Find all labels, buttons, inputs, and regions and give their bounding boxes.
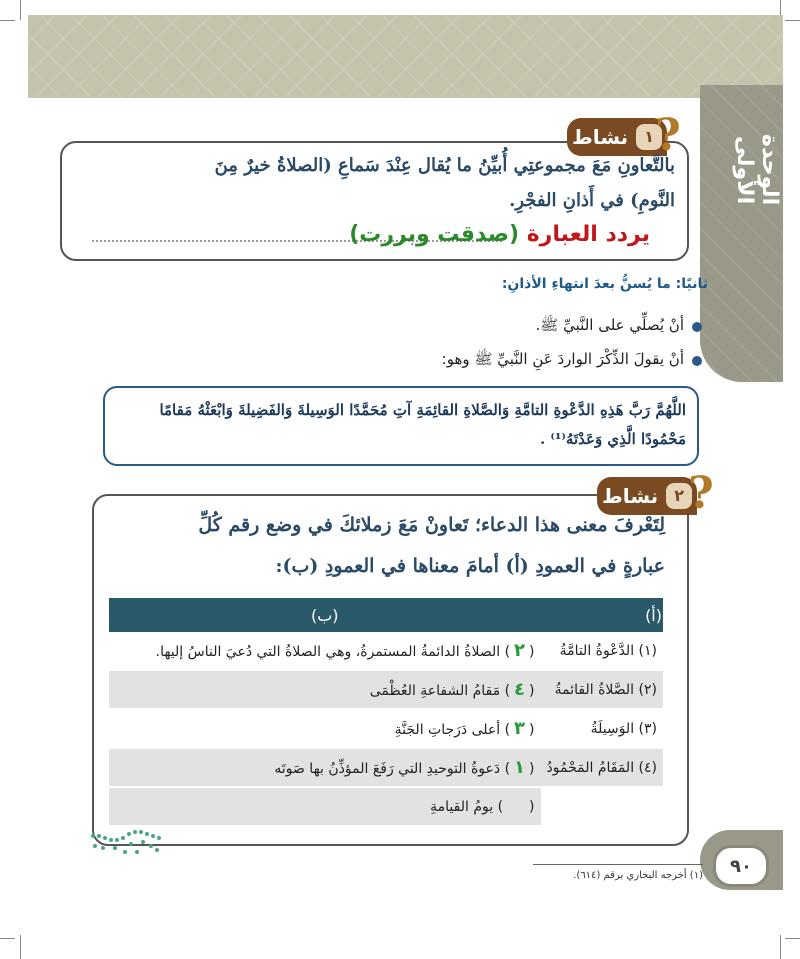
crop-mark [0,20,15,21]
answer-text [240,222,650,247]
activity-2-text-line1: لِتَعْرفَ معنى هذا الدعاء؛ تَعاونْ مَعَ زملائكَ في وضع رقم كُلِّ [198,514,665,536]
ministry-logo-icon [85,826,165,862]
table-row [109,787,663,826]
table-row [109,748,663,787]
footnote-rule [533,864,703,865]
activity-2-label: نشاط [602,484,659,508]
activity-1-tab [567,118,667,156]
table-row [109,709,663,748]
meaning-text: مَقامُ الشفاعةِ العُظْمَى [369,683,501,699]
footnote: (١) أخرجه البخاري برقم (٦١٤). [573,870,703,881]
answer-number[interactable]: ٣ [514,718,526,739]
column-header-b: (ب) [109,598,541,632]
meaning-text: دَعوةُ التوحيدِ التي رَفَعَ المؤذِّنُ بها صَوتَه [274,761,501,777]
activity-2-tab [597,477,697,515]
crop-mark [0,938,15,939]
term-cell: (١) الدَّعْوةُ التامَّةُ [541,632,663,670]
bullet-dot-icon [692,322,702,332]
bullet-text: أنْ يقولَ الذِّكْرَ الواردَ عَنِ النَّبيِّ ﷺ وهو: [441,350,684,368]
crop-mark [785,938,800,939]
crop-mark [780,935,781,959]
term-cell: (٤) المَقَامُ المَحْمُودُ [541,748,663,787]
answer-quote: (صدقت وبررت) [349,222,520,247]
section-title: ثانيًا: ما يُسنُّ بعدَ انتهاءِ الأذانِ: [501,276,708,292]
bullet-item [535,316,702,338]
term-cell: (٢) الصَّلاةُ القائمةُ [541,670,663,709]
meaning-cell: (٢) الصلاةُ الدائمةُ المستمرةُ، وهي الصلاةُ التي دُعيَ الناسُ إليها. [109,632,541,670]
table-row [109,670,663,709]
question-mark-icon: ? [688,468,714,519]
table-row [109,632,663,670]
activity-1-text-line2: النَّومِ) في أَذانِ الفجْرِ. [509,190,675,211]
meaning-cell: (٤) مَقامُ الشفاعةِ العُظْمَى [109,670,541,709]
crop-mark [20,935,21,959]
dua-text [114,396,686,454]
meaning-text: الصلاةُ الدائمةُ المستمرةُ، وهي الصلاةُ التي دُعيَ الناسُ إليها. [155,644,501,660]
meaning-text: يومُ القيامةِ [430,798,494,815]
dua-line2: مَحْمُودًا الَّذِي وَعَدْتَهُ⁽¹⁾ . [539,430,686,448]
meaning-cell: (٣) أعلى دَرَجاتِ الجَنَّةِ [109,709,541,748]
answer-number[interactable]: ٤ [514,679,526,700]
answer-number[interactable]: ١ [514,757,526,778]
activity-2-number: ٢ [666,483,692,509]
term-cell [541,787,663,826]
activity-1-label: نشاط [572,125,629,149]
bullet-text: أنْ يُصلِّي على النَّبيِّ ﷺ. [535,316,684,334]
meaning-cell: () يومُ القيامةِ [109,787,541,826]
bullet-dot-icon [692,356,702,366]
answer-number[interactable]: ٢ [514,640,526,661]
meaning-text: أعلى دَرَجاتِ الجَنَّةِ [394,722,501,738]
meaning-cell: (١) دَعوةُ التوحيدِ التي رَفَعَ المؤذِّنُ بها صَوتَه [109,748,541,787]
term-cell: (٣) الوَسِيلَةُ [541,709,663,748]
matching-table [109,598,663,827]
activity-1-text-line1: بالتَّعاونِ مَعَ مجموعتِي أُبيِّنُ ما يُقال عِنْدَ سَماعِ (الصلاةُ خيرٌ مِنَ [214,155,675,176]
crop-mark [785,20,800,21]
question-mark-icon: ? [655,110,681,161]
activity-1-number: ١ [636,124,662,150]
bullet-item [442,350,702,372]
dua-line1: اللَّهُمَّ رَبَّ هَذِهِ الدَّعْوةِ التامَّةِ وَالصَّلاةِ القائِمَةِ آتِ مُحَمَّدًا الوَسِيلةَ وَالفَضِيلةَ وَابْعَثْهُ مَقامًا [159,401,686,419]
column-header-a: (أ) [541,598,663,632]
header-band [28,15,783,98]
answer-prefix: يردد العبارة [526,222,650,247]
page-number: ٩٠ [713,845,769,887]
crop-mark [20,0,21,20]
activity-2-text-line2: عبارةٍ في العمودِ (أ) أمامَ معناها في العمودِ (ب): [275,555,665,577]
unit-title: الوحدة الأولى [732,134,782,206]
